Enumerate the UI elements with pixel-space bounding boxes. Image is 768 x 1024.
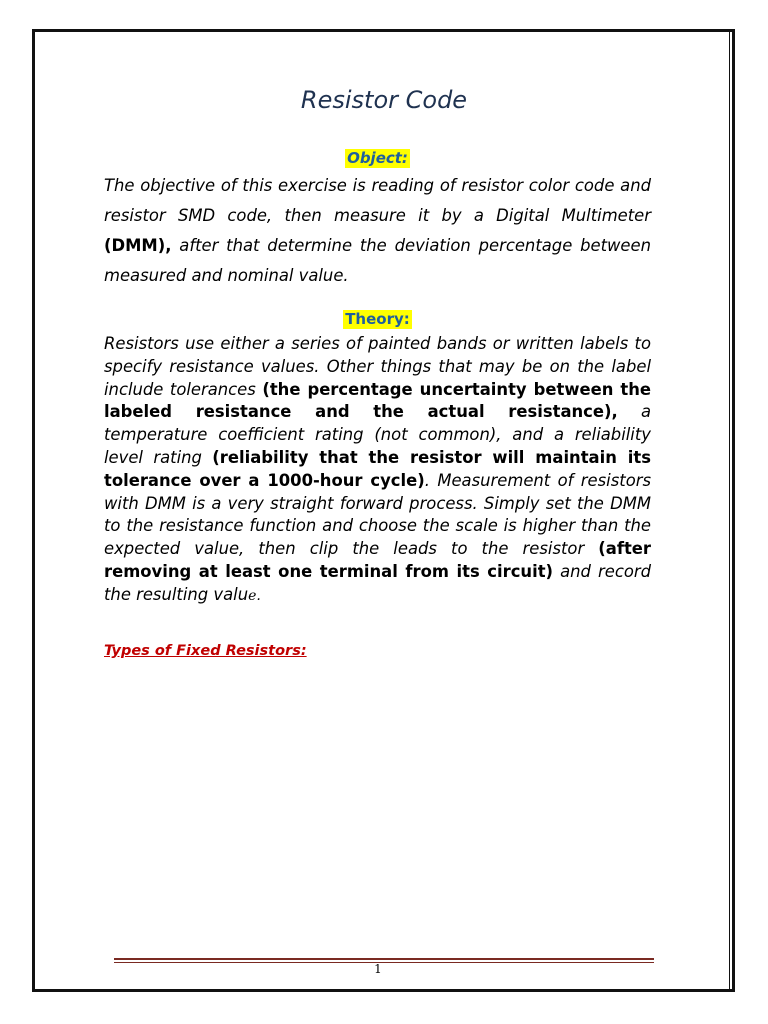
page-border-right-inner	[729, 31, 730, 992]
theory-heading: Theory:	[345, 310, 410, 328]
types-of-fixed-resistors-heading: Types of Fixed Resistors:	[104, 643, 307, 659]
theory-paragraph	[104, 333, 651, 608]
objective-dmm: (DMM),	[104, 236, 172, 255]
theory-text-5: e.	[248, 587, 261, 604]
page-border-right-outer	[733, 31, 734, 992]
theory-text-2: a temperature coefficient rating (not common), and a reliability level rating	[104, 402, 651, 467]
document-title: Resistor Code	[300, 86, 468, 114]
object-heading-wrap	[104, 148, 651, 168]
theory-bold-3: (after removing at least one terminal from its circuit)	[104, 539, 651, 581]
objective-text-2: after that determine the deviation percentage between measured and nominal value.	[104, 236, 651, 285]
objective-text-1: The objective of this exercise is reading of resistor color code and resistor SMD code, then measure it by a Digital Multimeter	[104, 176, 651, 225]
page-number: 1	[374, 962, 382, 976]
theory-bold-2: (reliability that the resistor will maintain its tolerance over a 1000-hour cycle)	[104, 447, 651, 490]
footer-rule-thick	[114, 958, 654, 960]
object-heading: Object:	[347, 149, 408, 167]
theory-bold-1: (the percentage uncertainty between the labeled resistance and the actual resistance),	[104, 379, 651, 422]
objective-paragraph	[104, 171, 651, 291]
theory-text-1: Resistors use either a series of painted bands or written labels to specify resistance values. Other things that may be on the label include tolerances	[104, 334, 651, 399]
theory-text-3: . Measurement of resistors with DMM is a very straight forward process. Simply set the DMM to the resistance function and choose the scale is higher than the expected value, then clip the leads to the resistor	[104, 470, 652, 559]
theory-heading-wrap	[104, 309, 651, 329]
theory-text-4: and record the resulting valu	[104, 561, 652, 604]
